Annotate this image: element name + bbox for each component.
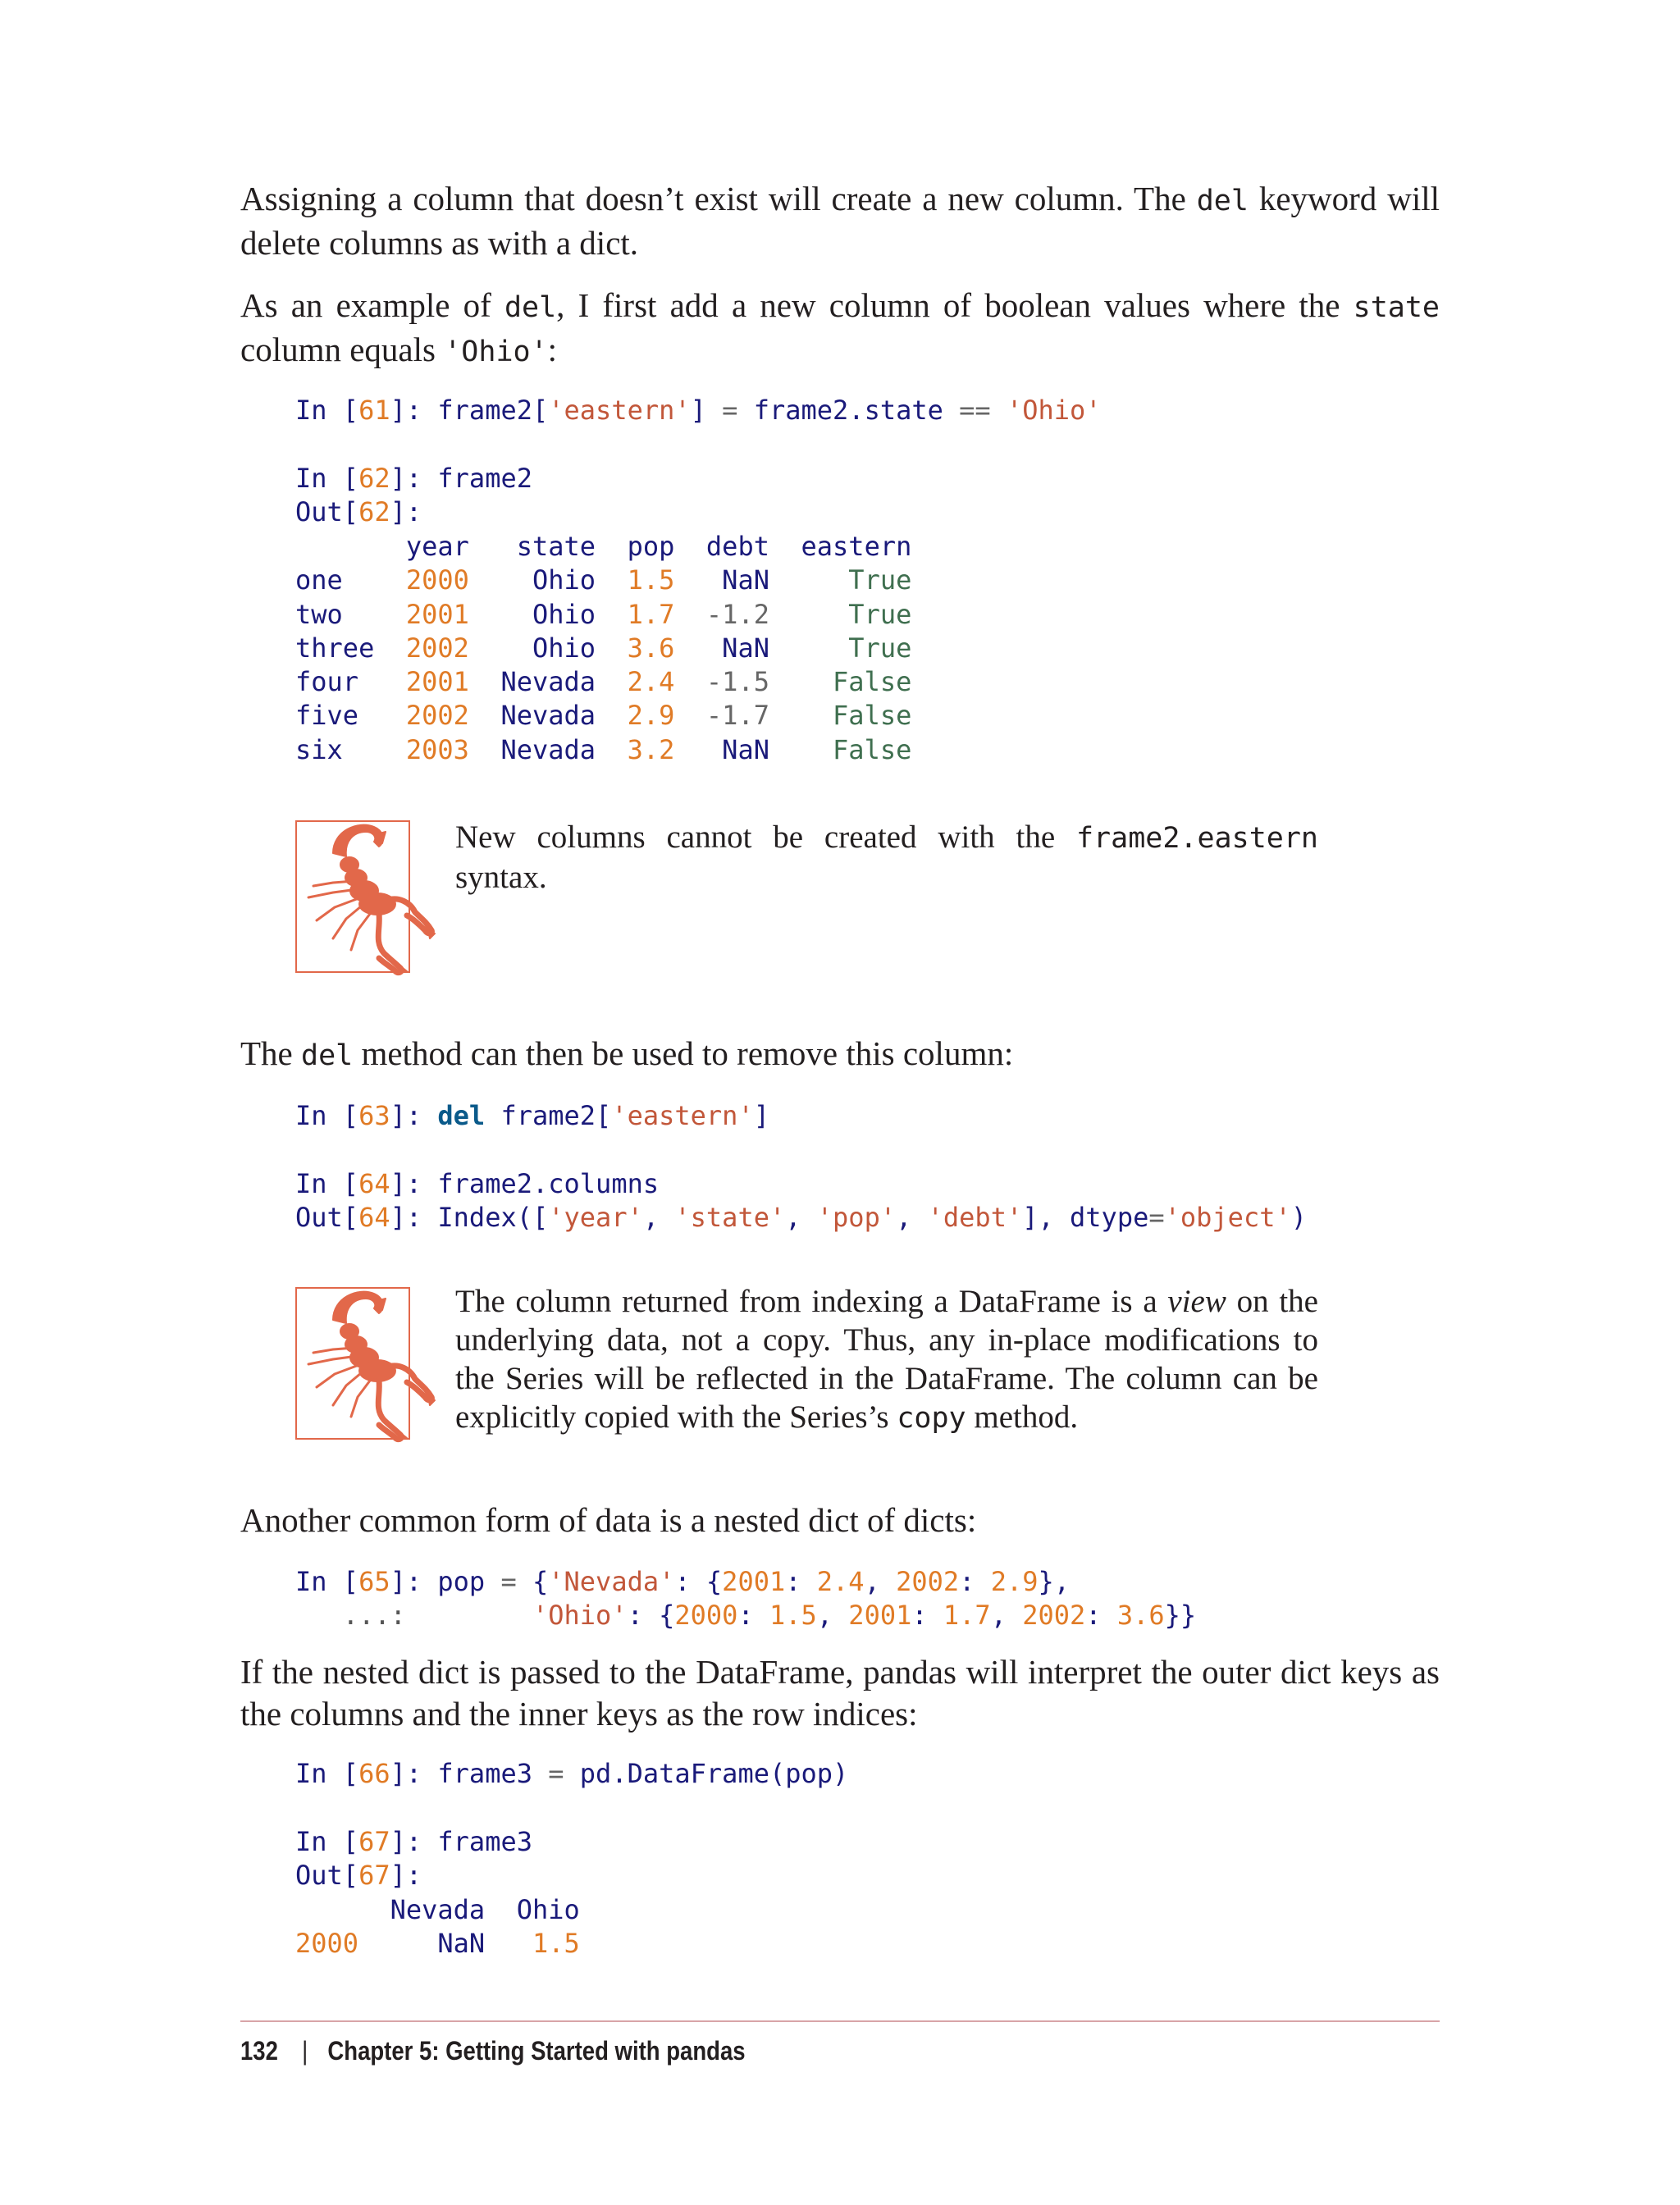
column-header: Ohio (485, 1894, 580, 1925)
cell-eastern: True (769, 598, 912, 630)
paragraph-text: : (547, 331, 558, 368)
code-cell-63: In [63]: del frame2['eastern'] (295, 1100, 769, 1131)
row-index: 2000 (295, 1928, 359, 1960)
cell-nevada: NaN (358, 1928, 486, 1960)
footer-separator: | (302, 2036, 308, 2066)
row-index: one (295, 564, 406, 596)
code-cell-67: In [67]: frame3 Out[67]: (295, 1826, 532, 1892)
inline-code: del (1196, 185, 1249, 217)
cell-ohio: 1.5 (485, 1928, 580, 1960)
note-text: New columns cannot be created with the frame2.eastern syntax. (455, 819, 1318, 895)
cell-year: 2002 (405, 700, 469, 732)
paragraph-text: , I first add a new column of boolean values where the (556, 286, 1354, 324)
cell-state: Ohio (468, 598, 596, 630)
cell-year: 2003 (405, 733, 469, 765)
cell-year: 2001 (405, 666, 469, 698)
table-header-row (295, 530, 911, 564)
cell-pop: 1.5 (596, 564, 675, 596)
cell-debt: -1.5 (674, 666, 769, 698)
cell-state: Ohio (468, 632, 596, 664)
column-header: pop (596, 531, 675, 562)
inline-code: del (504, 291, 557, 324)
chapter-title: Chapter 5: Getting Started with pandas (327, 2036, 746, 2066)
cell-eastern: True (769, 632, 912, 664)
cell-eastern: False (769, 666, 912, 698)
scorpion-icon (276, 810, 445, 979)
dataframe-output-table (295, 530, 911, 767)
cell-state: Nevada (468, 733, 596, 765)
scorpion-icon (276, 1277, 445, 1446)
paragraph-text: keyword will delete columns as with a dict. (240, 180, 1440, 262)
table-row (295, 632, 911, 665)
cell-year: 2000 (405, 564, 469, 596)
body-paragraph (240, 285, 1440, 373)
row-index: five (295, 700, 406, 732)
paragraph-text: Assigning a column that doesn’t exist will create a new column. The (240, 180, 1197, 217)
row-index: three (295, 632, 406, 664)
table-row (295, 1927, 580, 1961)
page-number: 132 (240, 2036, 278, 2066)
dataframe-output-table (295, 1893, 580, 1961)
code-cell-64: In [64]: frame2.columns Out[64]: Index(['year', 'state', 'pop', 'debt'], dtype='object') (295, 1168, 1307, 1234)
row-index: two (295, 598, 406, 630)
table-row (295, 665, 911, 699)
column-header: state (468, 531, 596, 562)
code-cell-61: In [61]: frame2['eastern'] = frame2.state == 'Ohio' (295, 395, 1102, 426)
table-row (295, 564, 911, 597)
cell-year: 2002 (405, 632, 469, 664)
cell-debt: -1.7 (674, 700, 769, 732)
body-paragraph: The del method can then be used to remove this column: (240, 1034, 1014, 1072)
cell-pop: 1.7 (596, 598, 675, 630)
row-index: four (295, 666, 406, 698)
body-paragraph (240, 178, 1440, 264)
column-header: year (405, 531, 469, 562)
inline-code: state (1353, 291, 1440, 324)
row-index: six (295, 733, 406, 765)
cell-pop: 3.2 (596, 733, 675, 765)
table-row (295, 733, 911, 767)
table-header-row (295, 1893, 580, 1927)
paragraph-text: As an example of (240, 286, 504, 324)
cell-eastern: False (769, 733, 912, 765)
page-footer (240, 2031, 746, 2070)
cell-pop: 2.9 (596, 700, 675, 732)
cell-debt: NaN (674, 632, 769, 664)
body-paragraph: If the nested dict is passed to the DataFrame, pandas will interpret the outer dict keys as the columns and the inner keys as the row indices: (240, 1653, 1440, 1732)
footer-rule (240, 2020, 1440, 2022)
code-cell-65: In [65]: pop = {'Nevada': {2001: 2.4, 2002: 2.9}, ...: 'Ohio': {2000: 1.5, 2001: 1.7, 2002: 3.6}} (295, 1566, 1197, 1632)
cell-eastern: True (769, 564, 912, 596)
inline-code: 'Ohio' (444, 336, 548, 368)
cell-eastern: False (769, 700, 912, 732)
body-paragraph: Another common form of data is a nested dict of dicts: (240, 1501, 977, 1539)
table-row (295, 598, 911, 632)
code-cell-62: In [62]: frame2 Out[62]: (295, 463, 532, 528)
column-header: eastern (769, 531, 912, 562)
cell-state: Ohio (468, 564, 596, 596)
column-header: debt (674, 531, 769, 562)
code-cell-66: In [66]: frame3 = pd.DataFrame(pop) (295, 1758, 849, 1789)
cell-debt: -1.2 (674, 598, 769, 630)
cell-pop: 3.6 (596, 632, 675, 664)
paragraph-text: column equals (240, 331, 445, 368)
cell-debt: NaN (674, 733, 769, 765)
note-text: The column returned from indexing a DataFrame is a view on the underlying data, not a copy. Thus, any in-place modifications to the Series will be reflected in the DataFrame. The column can be explicitly copied with the Series’s copy method. (455, 1284, 1318, 1435)
cell-pop: 2.4 (596, 666, 675, 698)
column-header: Nevada (358, 1894, 486, 1925)
cell-debt: NaN (674, 564, 769, 596)
table-row (295, 699, 911, 733)
cell-state: Nevada (468, 700, 596, 732)
cell-year: 2001 (405, 598, 469, 630)
cell-state: Nevada (468, 666, 596, 698)
